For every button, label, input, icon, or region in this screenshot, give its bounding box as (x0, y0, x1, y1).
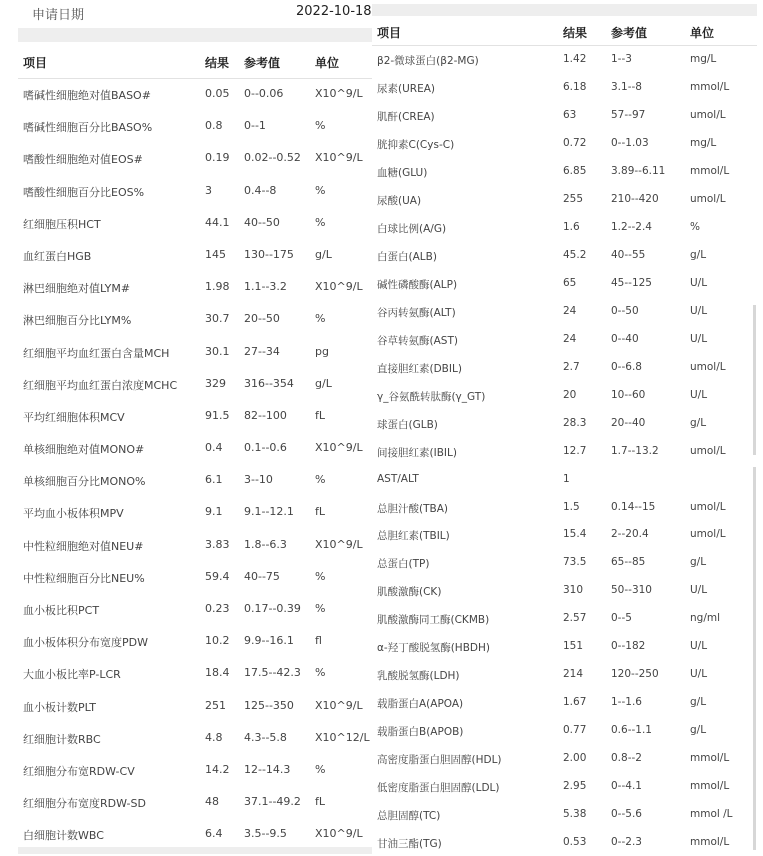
reference-range: 40--55 (611, 248, 646, 261)
unit: X10^9/L (315, 280, 363, 294)
unit: % (315, 762, 326, 776)
item-name: 平均血小板体积MPV (23, 507, 124, 521)
result-value: 6.1 (205, 473, 223, 487)
unit: U/L (690, 640, 708, 653)
reference-range: 0.17--0.39 (244, 602, 301, 615)
reference-range: 120--250 (611, 668, 659, 681)
table-header (18, 44, 372, 79)
application-date-value: 2022-10-18 (296, 4, 372, 19)
reference-range: 10--60 (611, 388, 646, 401)
table-row (18, 690, 372, 722)
reference-range: 2--20.4 (611, 528, 649, 541)
reference-range: 3.1--8 (611, 80, 642, 93)
item-name: 总蛋白(TP) (377, 558, 430, 571)
reference-range: 17.5--42.3 (244, 666, 301, 680)
table-row (372, 688, 757, 716)
result-value: 28.3 (563, 416, 587, 429)
reference-range: 3.5--9.5 (244, 827, 287, 841)
header-result: 结果 (205, 56, 230, 70)
section-divider (372, 4, 757, 16)
item-name: 中性粒细胞绝对值NEU# (23, 539, 144, 553)
unit: X10^9/L (315, 698, 363, 712)
table-row (18, 657, 372, 689)
result-value: 214 (563, 668, 584, 681)
unit: pg (315, 344, 329, 358)
table-row (18, 561, 372, 593)
result-value: 3.83 (205, 537, 230, 551)
reference-range: 0.8--2 (611, 752, 642, 765)
table-row (18, 625, 372, 657)
unit: % (315, 602, 326, 615)
table-header (372, 17, 757, 46)
item-name: 低密度脂蛋白胆固醇(LDL) (377, 782, 500, 795)
table-row (18, 303, 372, 335)
item-name: β2-微球蛋白(β2-MG) (377, 55, 479, 67)
result-value: 310 (563, 584, 584, 597)
unit: g/L (690, 416, 707, 429)
reference-range: 0--5 (611, 612, 632, 625)
table-row (18, 754, 372, 786)
table-row (372, 129, 757, 157)
item-name: 嗜碱性细胞绝对值BASO# (23, 89, 151, 102)
reference-range: 0--40 (611, 332, 639, 345)
table-row (18, 207, 372, 239)
section-divider (18, 28, 372, 42)
result-value: 2.00 (563, 752, 587, 765)
table-row (372, 101, 757, 129)
result-value: 45.2 (563, 248, 587, 261)
unit: X10^9/L (315, 441, 363, 455)
table-row (372, 604, 757, 632)
reference-range: 0--6.8 (611, 360, 642, 373)
table-row (18, 400, 372, 432)
item-name: 红细胞分布宽度RDW-SD (23, 797, 146, 811)
table-row (372, 744, 757, 772)
reference-range: 27--34 (244, 344, 280, 358)
unit: U/L (690, 388, 708, 401)
unit: U/L (690, 668, 708, 681)
result-value: 30.7 (205, 312, 230, 326)
item-name: 间接胆红素(IBIL) (377, 446, 457, 459)
item-name: 谷丙转氨酶(ALT) (377, 306, 456, 319)
unit: g/L (690, 724, 707, 737)
item-name: 嗜碱性细胞百分比BASO% (23, 121, 153, 135)
unit: umol/L (690, 108, 726, 121)
application-date-row (0, 0, 372, 26)
table-row (372, 157, 757, 185)
reference-range: 20--40 (611, 416, 646, 429)
result-value: 0.77 (563, 724, 587, 737)
table-row (372, 437, 757, 465)
result-value: 1 (563, 472, 570, 485)
table-row (372, 381, 757, 409)
right-report-panel (372, 0, 763, 854)
result-value: 0.4 (205, 441, 223, 455)
item-name: 总胆汁酸(TBA) (377, 502, 448, 515)
item-name: 谷草转氨酶(AST) (377, 334, 458, 347)
table-row (18, 175, 372, 207)
table-row (372, 269, 757, 297)
reference-range: 1.1--3.2 (244, 280, 287, 294)
reference-range: 20--50 (244, 312, 280, 326)
unit: g/L (690, 696, 707, 709)
unit: umol/L (690, 528, 726, 541)
result-value: 24 (563, 332, 577, 345)
item-name: 淋巴细胞百分比LYM% (23, 314, 132, 328)
result-value: 15.4 (563, 528, 587, 541)
reference-range: 57--97 (611, 108, 646, 121)
table-row (18, 529, 372, 561)
table-row (372, 660, 757, 688)
result-value: 255 (563, 192, 584, 205)
table-row (18, 818, 372, 850)
reference-range: 0.14--15 (611, 500, 656, 513)
result-value: 20 (563, 388, 577, 401)
table-row (18, 496, 372, 528)
table-row (372, 828, 757, 856)
reference-range: 1--3 (611, 53, 632, 65)
result-value: 0.05 (205, 87, 230, 100)
table-row (18, 239, 372, 271)
reference-range: 12--14.3 (244, 762, 291, 776)
reference-range: 45--125 (611, 276, 652, 289)
item-name: 高密度脂蛋白胆固醇(HDL) (377, 754, 502, 767)
item-name: 白球比例(A/G) (377, 222, 447, 235)
unit: X10^9/L (315, 87, 363, 100)
table-row (18, 336, 372, 368)
item-name: 红细胞压积HCT (23, 217, 101, 231)
header-reference: 参考值 (611, 26, 648, 40)
table-row (372, 353, 757, 381)
reference-range: 0.1--0.6 (244, 441, 287, 455)
table-row (372, 520, 757, 548)
result-value: 24 (563, 304, 577, 317)
reference-range: 0--5.6 (611, 808, 642, 821)
result-value: 0.72 (563, 136, 587, 149)
reference-range: 0--1.03 (611, 136, 649, 149)
unit: U/L (690, 276, 708, 289)
reference-range: 37.1--49.2 (244, 795, 301, 809)
table-row (372, 45, 757, 73)
result-value: 2.95 (563, 780, 587, 793)
table-row (372, 493, 757, 521)
unit: mg/L (690, 53, 717, 65)
result-value: 1.98 (205, 280, 230, 294)
result-value: 65 (563, 276, 577, 289)
table-row (18, 786, 372, 818)
header-unit: 单位 (690, 26, 715, 40)
reference-range: 210--420 (611, 192, 659, 205)
table-row (372, 772, 757, 800)
unit: X10^9/L (315, 151, 363, 165)
reference-range: 0--4.1 (611, 780, 642, 793)
reference-range: 50--310 (611, 584, 652, 597)
item-name: 总胆固醇(TC) (377, 810, 441, 823)
unit: X10^9/L (315, 537, 363, 551)
reference-range: 0--0.06 (244, 87, 284, 100)
unit: X10^9/L (315, 827, 363, 841)
result-value: 2.7 (563, 360, 580, 373)
table-row (372, 213, 757, 241)
unit: % (315, 183, 326, 197)
table-row (372, 325, 757, 353)
unit: ng/ml (690, 612, 721, 625)
item-name: 球蛋白(GLB) (377, 418, 438, 431)
result-value: 0.8 (205, 119, 223, 133)
item-name: 白细胞计数WBC (23, 829, 104, 843)
reference-range: 125--350 (244, 698, 294, 712)
result-value: 1.42 (563, 53, 587, 65)
result-value: 12.7 (563, 444, 587, 457)
table-row (18, 271, 372, 303)
reference-range: 1.2--2.4 (611, 220, 652, 233)
left-results-table (18, 78, 372, 851)
unit: g/L (315, 376, 332, 390)
item-name: 红细胞平均血红蛋白浓度MCHC (23, 378, 178, 392)
unit: mmol /L (690, 808, 733, 821)
unit: mmol/L (690, 836, 730, 849)
unit: U/L (690, 332, 708, 345)
result-value: 251 (205, 698, 226, 712)
item-name: 白蛋白(ALB) (377, 250, 437, 263)
reference-range: 316--354 (244, 376, 294, 390)
item-name: 胱抑素C(Cys-C) (377, 138, 455, 151)
reference-range: 65--85 (611, 556, 646, 569)
unit: % (315, 666, 326, 680)
right-results-table (372, 45, 757, 856)
result-value: 6.18 (563, 80, 587, 93)
table-row (18, 110, 372, 142)
header-result: 结果 (563, 26, 588, 40)
table-row (18, 593, 372, 625)
result-value: 10.2 (205, 634, 230, 648)
item-name: 载脂蛋白A(APOA) (377, 698, 464, 711)
unit: umol/L (690, 500, 726, 513)
item-name: 嗜酸性细胞绝对值EOS# (23, 153, 143, 167)
result-value: 6.4 (205, 827, 223, 841)
item-name: AST/ALT (377, 472, 419, 485)
reference-range: 40--50 (244, 215, 280, 229)
item-name: 红细胞计数RBC (23, 732, 101, 746)
item-name: 血小板计数PLT (23, 700, 96, 714)
item-name: 乳酸脱氢酶(LDH) (377, 670, 460, 683)
table-row (372, 548, 757, 576)
reference-range: 3.89--6.11 (611, 164, 666, 177)
unit: umol/L (690, 444, 726, 457)
result-value: 59.4 (205, 569, 230, 583)
item-name: 血红蛋白HGB (23, 249, 92, 263)
result-value: 9.1 (205, 505, 223, 519)
unit: mmol/L (690, 752, 730, 765)
result-value: 329 (205, 376, 226, 390)
reference-range: 9.1--12.1 (244, 505, 294, 519)
table-row (372, 716, 757, 744)
application-date-label: 申请日期 (32, 8, 85, 23)
reference-range: 0.6--1.1 (611, 724, 652, 737)
reference-range: 4.3--5.8 (244, 730, 287, 744)
item-name: 总胆红素(TBIL) (377, 530, 450, 543)
table-row (372, 632, 757, 660)
unit: fL (315, 408, 326, 422)
unit: % (315, 312, 326, 326)
reference-range: 1.7--13.2 (611, 444, 659, 457)
table-row (372, 297, 757, 325)
result-value: 48 (205, 795, 219, 809)
result-value: 63 (563, 108, 577, 121)
header-item: 项目 (23, 56, 48, 70)
unit: % (315, 215, 326, 229)
item-name: 载脂蛋白B(APOB) (377, 726, 464, 739)
item-name: 血小板体积分布宽度PDW (23, 636, 148, 650)
header-unit: 单位 (315, 56, 340, 70)
reference-range: 0.4--8 (244, 183, 277, 197)
unit: g/L (690, 248, 707, 261)
table-row (372, 73, 757, 101)
item-name: 单核细胞绝对值MONO# (23, 443, 145, 457)
result-value: 0.19 (205, 151, 230, 165)
unit: X10^12/L (315, 730, 370, 744)
item-name: 中性粒细胞百分比NEU% (23, 571, 145, 585)
table-row (18, 78, 372, 110)
table-row (18, 464, 372, 496)
item-name: 红细胞平均血红蛋白含量MCH (23, 346, 170, 360)
table-row (18, 142, 372, 174)
item-name: α-羟丁酸脱氢酶(HBDH) (377, 642, 490, 655)
reference-range: 130--175 (244, 247, 294, 261)
reference-range: 40--75 (244, 569, 280, 583)
section-divider (18, 847, 372, 854)
result-value: 14.2 (205, 762, 230, 776)
item-name: 尿素(UREA) (377, 82, 435, 95)
table-row (372, 800, 757, 828)
table-row (372, 409, 757, 437)
unit: mmol/L (690, 164, 730, 177)
reference-range: 0--2.3 (611, 836, 642, 849)
item-name: γ_谷氨酰转肽酶(γ_GT) (377, 390, 486, 403)
unit: umol/L (690, 192, 726, 205)
header-reference: 参考值 (244, 56, 281, 70)
result-value: 0.23 (205, 602, 230, 615)
item-name: 肌酸激酶(CK) (377, 586, 442, 599)
unit: g/L (690, 556, 707, 569)
result-value: 30.1 (205, 344, 230, 358)
reference-range: 9.9--16.1 (244, 634, 294, 648)
scrollbar-gap (753, 455, 756, 467)
item-name: 尿酸(UA) (377, 194, 422, 207)
result-value: 91.5 (205, 408, 230, 422)
result-value: 5.38 (563, 808, 587, 821)
table-row (18, 432, 372, 464)
unit: umol/L (690, 360, 726, 373)
result-value: 4.8 (205, 730, 223, 744)
item-name: 淋巴细胞绝对值LYM# (23, 282, 131, 296)
header-item: 项目 (377, 26, 402, 40)
table-row (372, 185, 757, 213)
reference-range: 0--1 (244, 119, 266, 133)
unit: mmol/L (690, 780, 730, 793)
reference-range: 3--10 (244, 473, 273, 487)
table-row (18, 722, 372, 754)
item-name: 大血小板比率P-LCR (23, 668, 121, 682)
result-value: 151 (563, 640, 584, 653)
unit: g/L (315, 247, 332, 261)
reference-range: 1.8--6.3 (244, 537, 287, 551)
unit: mmol/L (690, 80, 730, 93)
unit: U/L (690, 584, 708, 597)
result-value: 145 (205, 247, 226, 261)
item-name: 肌酐(CREA) (377, 110, 435, 123)
unit: % (315, 569, 326, 583)
unit: fL (315, 505, 326, 519)
table-row (372, 576, 757, 604)
reference-range: 0.02--0.52 (244, 151, 301, 165)
item-name: 碱性磷酸酶(ALP) (377, 278, 458, 291)
reference-range: 0--50 (611, 304, 639, 317)
unit: % (690, 220, 700, 233)
left-report-panel (0, 0, 372, 854)
table-row (18, 368, 372, 400)
reference-range: 82--100 (244, 408, 287, 422)
result-value: 18.4 (205, 666, 230, 680)
result-value: 3 (205, 183, 212, 197)
item-name: 甘油三酯(TG) (377, 838, 442, 851)
unit: % (315, 119, 326, 133)
table-row (372, 241, 757, 269)
item-name: 平均红细胞体积MCV (23, 410, 125, 424)
unit: mg/L (690, 136, 717, 149)
reference-range: 1--1.6 (611, 696, 642, 709)
result-value: 44.1 (205, 215, 230, 229)
result-value: 73.5 (563, 556, 587, 569)
unit: fl (315, 634, 322, 648)
item-name: 血小板比积PCT (23, 604, 100, 617)
result-value: 1.6 (563, 220, 580, 233)
scrollbar[interactable] (753, 305, 756, 850)
result-value: 2.57 (563, 612, 587, 625)
unit: fL (315, 795, 326, 809)
item-name: 红细胞分布宽RDW-CV (23, 764, 135, 778)
reference-range: 0--182 (611, 640, 646, 653)
item-name: 直接胆红素(DBIL) (377, 362, 462, 375)
table-row (372, 465, 757, 493)
item-name: 嗜酸性细胞百分比EOS% (23, 185, 145, 199)
item-name: 血糖(GLU) (377, 166, 428, 179)
item-name: 肌酸激酶同工酶(CKMB) (377, 614, 490, 627)
result-value: 0.53 (563, 836, 587, 849)
result-value: 1.67 (563, 696, 587, 709)
result-value: 1.5 (563, 500, 580, 513)
item-name: 单核细胞百分比MONO% (23, 475, 146, 489)
result-value: 6.85 (563, 164, 587, 177)
unit: U/L (690, 304, 708, 317)
unit: % (315, 473, 326, 487)
